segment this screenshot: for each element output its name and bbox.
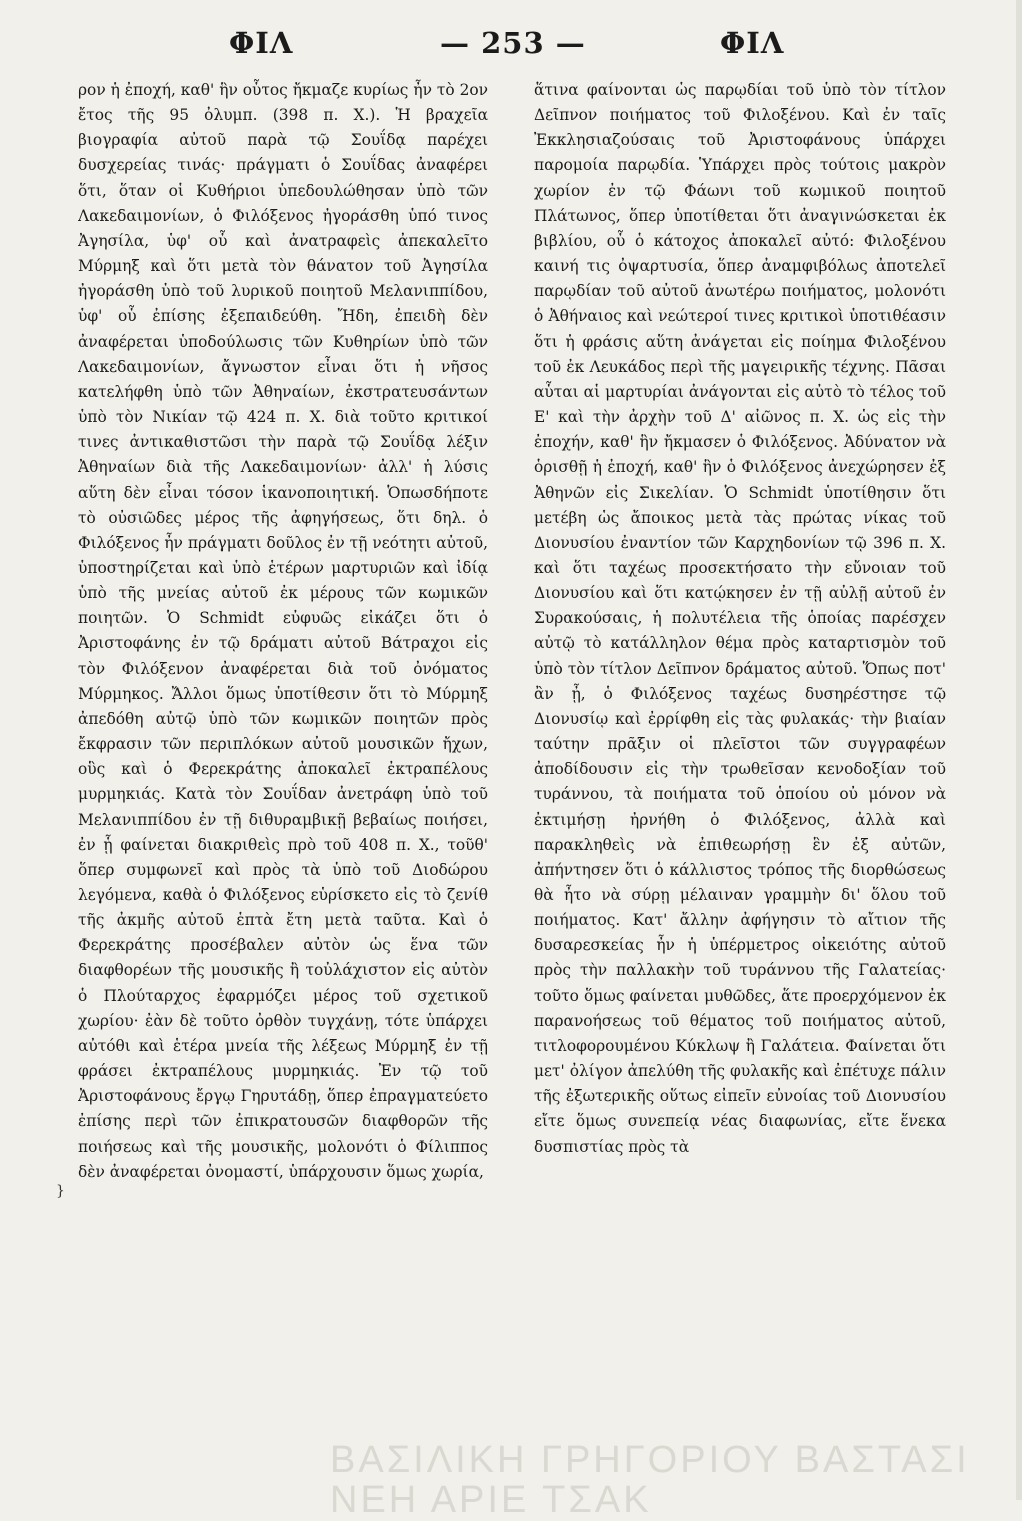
header-left-keyword: ΦΙΛ <box>229 26 294 60</box>
right-column-text: ἅτινα φαίνονται ὡς παρῳδίαι τοῦ ὑπὸ τὸν τίτλον Δεῖπνον ποιήματος τοῦ Φιλοξένου. Καὶ ἐν ταῖς Ἐκκλησιαζούσαις τοῦ Ἀριστοφάνους ὑπάρχει παρομοία παρῳδία. Ὑπάρχει πρὸς τούτοις μακρὸν χωρίον ἐν τῷ Φάωνι τοῦ κωμικοῦ ποιητοῦ Πλάτωνος, ὅπερ ὑποτίθεται ὅτι ἀναγινώσκεται ἐκ βιβλίου, οὗ ὁ κάτοχος ἀποκαλεῖ αὐτό: Φιλοξένου καινή τις ὀψαρτυσία, ὅπερ ἀναμφιβόλως ἀποτελεῖ παρῳδίαν τοῦ αὐτοῦ ἀνωτέρω ποιήματος, μολονότι ὁ Ἀθήναιος καὶ νεώτεροί τινες κριτικοὶ ὑποτιθέασιν ὅτι ἡ φράσις αὕτη ἀνάγεται εἰς ποίημα Φιλοξένου τοῦ ἐκ Λευκάδος περὶ τῆς μαγειρικῆς τέχνης. Πᾶσαι αὗται αἱ μαρτυρίαι ἀνάγονται εἰς αὐτὸ τὸ τέλος τοῦ Ε' καὶ τὴν ἀρχὴν τοῦ Δ' αἰῶνος π. Χ. ὡς εἰς τὴν ἐποχήν, καθ' ἣν ἤκμασεν ὁ Φιλόξενος. Ἀδύνατον νὰ ὁρισθῇ ἡ ἐποχή, καθ' ἣν ὁ Φιλόξενος ἀνεχώρησεν ἐξ Ἀθηνῶν εἰς Σικελίαν. Ὁ Schmidt ὑποτίθησιν ὅτι μετέβη ὡς ἄποικος μετὰ τὰς πρώτας νίκας τοῦ Διονυσίου ἐναντίον τῶν Καρχηδονίων τῷ 396 π. Χ. καὶ ὅτι ταχέως προσεκτήσατο τὴν εὔνοιαν τοῦ Διονυσίου καὶ ὅτι κατῴκησεν ἐν τῇ αὐλῇ αὐτοῦ ἐν Συρακούσαις, ἡ πολυτέλεια τῆς ὁποίας παρέσχεν αὐτῷ τὸ κατάλληλον θέμα πρὸς καταρτισμὸν τοῦ ὑπὸ τὸν τίτλον Δεῖπνον δράματος αὐτοῦ. Ὅπως ποτ' ἂν ᾖ, ὁ Φιλόξενος ταχέως δυσηρέστησε τῷ Διονυσίῳ καὶ ἐρρίφθη εἰς τὰς φυλακάς· τὴν βιαίαν ταύτην πρᾶξιν οἱ πλεῖστοι τῶν συγγραφέων ἀποδίδουσιν εἰς τὴν τρωθεῖσαν κενοδοξίαν τοῦ τυράννου, τὰ ποιήματα τοῦ ὁποίου οὐ μόνον νὰ ἐκτιμήσῃ ἠρνήθη ὁ Φιλόξενος, ἀλλὰ καὶ παρακληθεὶς νὰ ἐπιθεωρήσῃ ἓν ἐξ αὐτῶν, ἀπήντησεν ὅτι ὁ κάλλιστος τρόπος τῆς διορθώσεως θὰ ἦτο νὰ σύρῃ μέλαιναν γραμμὴν δι' ὅλου τοῦ ποιήματος. Κατ' ἄλλην ἀφήγησιν τὸ αἴτιον τῆς δυσαρεσκείας ἦν ἡ ὑπέρμετρος οἰκειότης αὐτοῦ πρὸς τὴν παλλακὴν τοῦ τυράννου τῆς Γαλατείας· τοῦτο ὅμως φαίνεται μυθῶδες, ἅτε προερχόμενον ἐκ παρανοήσεως τοῦ θέματος τοῦ ποιήματος αὐτοῦ, τιτλοφορουμένου Κύκλωψ ἢ Γαλάτεια. Φαίνεται ὅτι μετ' ὀλίγον ἀπελύθη τῆς φυλακῆς καὶ ἐπέτυχε πάλιν τῆς ἐξωτερικῆς οὕτως εἰπεῖν εὐνοίας τοῦ Διονυσίου εἴτε ὅμως συνεπείᾳ νέας διαφωνίας, εἴτε ἕνεκα δυσπιστίας πρὸς τὰ <box>534 81 946 1156</box>
margin-mark: } <box>56 1183 65 1199</box>
left-column-text: ρον ἡ ἐποχή, καθ' ἣν οὗτος ἤκμαζε κυρίως ἦν τὸ 2ον ἔτος τῆς 95 ὀλυμπ. (398 π. Χ.). Ἡ βραχεῖα βιογραφία αὐτοῦ παρὰ τῷ Σουΐδᾳ παρέχει δυσχερείας τινάς· πράγματι ὁ Σουΐδας ἀναφέρει ὅτι, ὅταν οἱ Κυθήριοι ὑπεδουλώθησαν ὑπὸ τῶν Λακεδαιμονίων, ὁ Φιλόξενος ἠγοράσθη ὑπό τινος Ἀγησίλα, ὑφ' οὗ καὶ ἀνατραφεὶς ἀπεκαλεῖτο Μύρμηξ καὶ ὅτι μετὰ τὸν θάνατον τοῦ Ἀγησίλα ἠγοράσθη ὑπὸ τοῦ λυρικοῦ ποιητοῦ Μελανιππίδου, ὑφ' οὗ ἐπίσης ἐξεπαιδεύθη. Ἤδη, ἐπειδὴ δὲν ἀναφέρεται ὑποδούλωσις τῶν Κυθηρίων ὑπὸ τῶν Λακεδαιμονίων, ἄγνωστον εἶναι ὅτι ἡ νῆσος κατελήφθη ὑπὸ τῶν Ἀθηναίων, ἐκστρατευσάντων ὑπὸ τὸν Νικίαν τῷ 424 π. Χ. διὰ τοῦτο κριτικοί τινες ἀντικαθιστῶσι τὴν παρὰ τῷ Σουΐδᾳ λέξιν Ἀθηναίων διὰ τῆς Λακεδαιμονίων· ἀλλ' ἡ λύσις αὕτη δὲν εἶναι τόσον ἱκανοποιητική. Ὁπωσδήποτε τὸ οὐσιῶδες μέρος τῆς ἀφηγήσεως, ὅτι δηλ. ὁ Φιλόξενος ἦν πράγματι δοῦλος ἐν τῇ νεότητι αὐτοῦ, ὑποστηρίζεται καὶ ὑπὸ ἑτέρων μαρτυριῶν καὶ ἰδίᾳ ὑπὸ τῆς μνείας αὐτοῦ ἐκ μέρους τῶν κωμικῶν ποιητῶν. Ὁ Schmidt εὐφυῶς εἰκάζει ὅτι ὁ Ἀριστοφάνης ἐν τῷ δράματι αὐτοῦ Βάτραχοι εἰς τὸν Φιλόξενον ἀναφέρεται διὰ τοῦ ὀνόματος Μύρμηκος. Ἄλλοι ὅμως ὑποτίθεσιν ὅτι τὸ Μύρμηξ ἀπεδόθη αὐτῷ ὑπὸ τῶν κωμικῶν ποιητῶν πρὸς ἔκφρασιν τῶν περιπλόκων αὐτοῦ μουσικῶν ἤχων, οὓς καὶ ὁ Φερεκράτης ἀποκαλεῖ ἐκτραπέλους μυρμηκιάς. Κατὰ τὸν Σουΐδαν ἀνετράφη ὑπὸ τοῦ Μελανιππίδου ἐν τῇ διθυραμβικῇ βεβαίως ποιήσει, ἐν ᾗ φαίνεται διακριθεὶς πρὸ τοῦ 408 π. Χ., τοῦθ' ὅπερ συμφωνεῖ καὶ πρὸς τὰ ὑπὸ τοῦ Διοδώρου λεγόμενα, καθὰ ὁ Φιλόξενος εὑρίσκετο εἰς τὸ ζενίθ τῆς ἀκμῆς αὐτοῦ ἑπτὰ ἔτη μετὰ ταῦτα. Καὶ ὁ Φερεκράτης προσέβαλεν αὐτὸν ὡς ἕνα τῶν διαφθορέων τῆς μουσικῆς ἢ τοὐλάχιστον εἰς αὐτὸν ὁ Πλούταρχος ἐφαρμόζει μέρος τοῦ σχετικοῦ χωρίου· ἐὰν δὲ τοῦτο ὀρθὸν τυγχάνῃ, τότε ὑπάρχει αὐτόθι καὶ ἑτέρα μνεία τῆς λέξεως Μύρμηξ ἐν τῇ φράσει ἐκτραπέλους μυρμηκιάς. Ἐν τῷ τοῦ Ἀριστοφάνους ἔργῳ Γηρυτάδῃ, ὅπερ ἐπραγματεύετο ἐπίσης περὶ τῶν ἐπικρατουσῶν διαφθορῶν τῆς ποιήσεως καὶ τῆς μουσικῆς, μολονότι ὁ Φίλιππος δὲν ἀναφέρεται ὀνομαστί, ὑπάρχουσιν ὅμως χωρία, <box>78 81 488 1181</box>
library-watermark: ΒΑΣΙΛΙΚΗ ΓΡΗΓΟΡΙΟΥ ΒΑΣΤΑΣΙ ΝΕΗ ΑΡΙΕ ΤΣΑΚ <box>330 1439 970 1521</box>
header-right-keyword: ΦΙΛ <box>720 26 785 60</box>
running-header <box>0 26 1022 70</box>
page-edge <box>1016 0 1022 1500</box>
right-column <box>534 78 946 1473</box>
page-number: — 253 — <box>440 26 586 60</box>
left-column <box>78 78 488 1473</box>
